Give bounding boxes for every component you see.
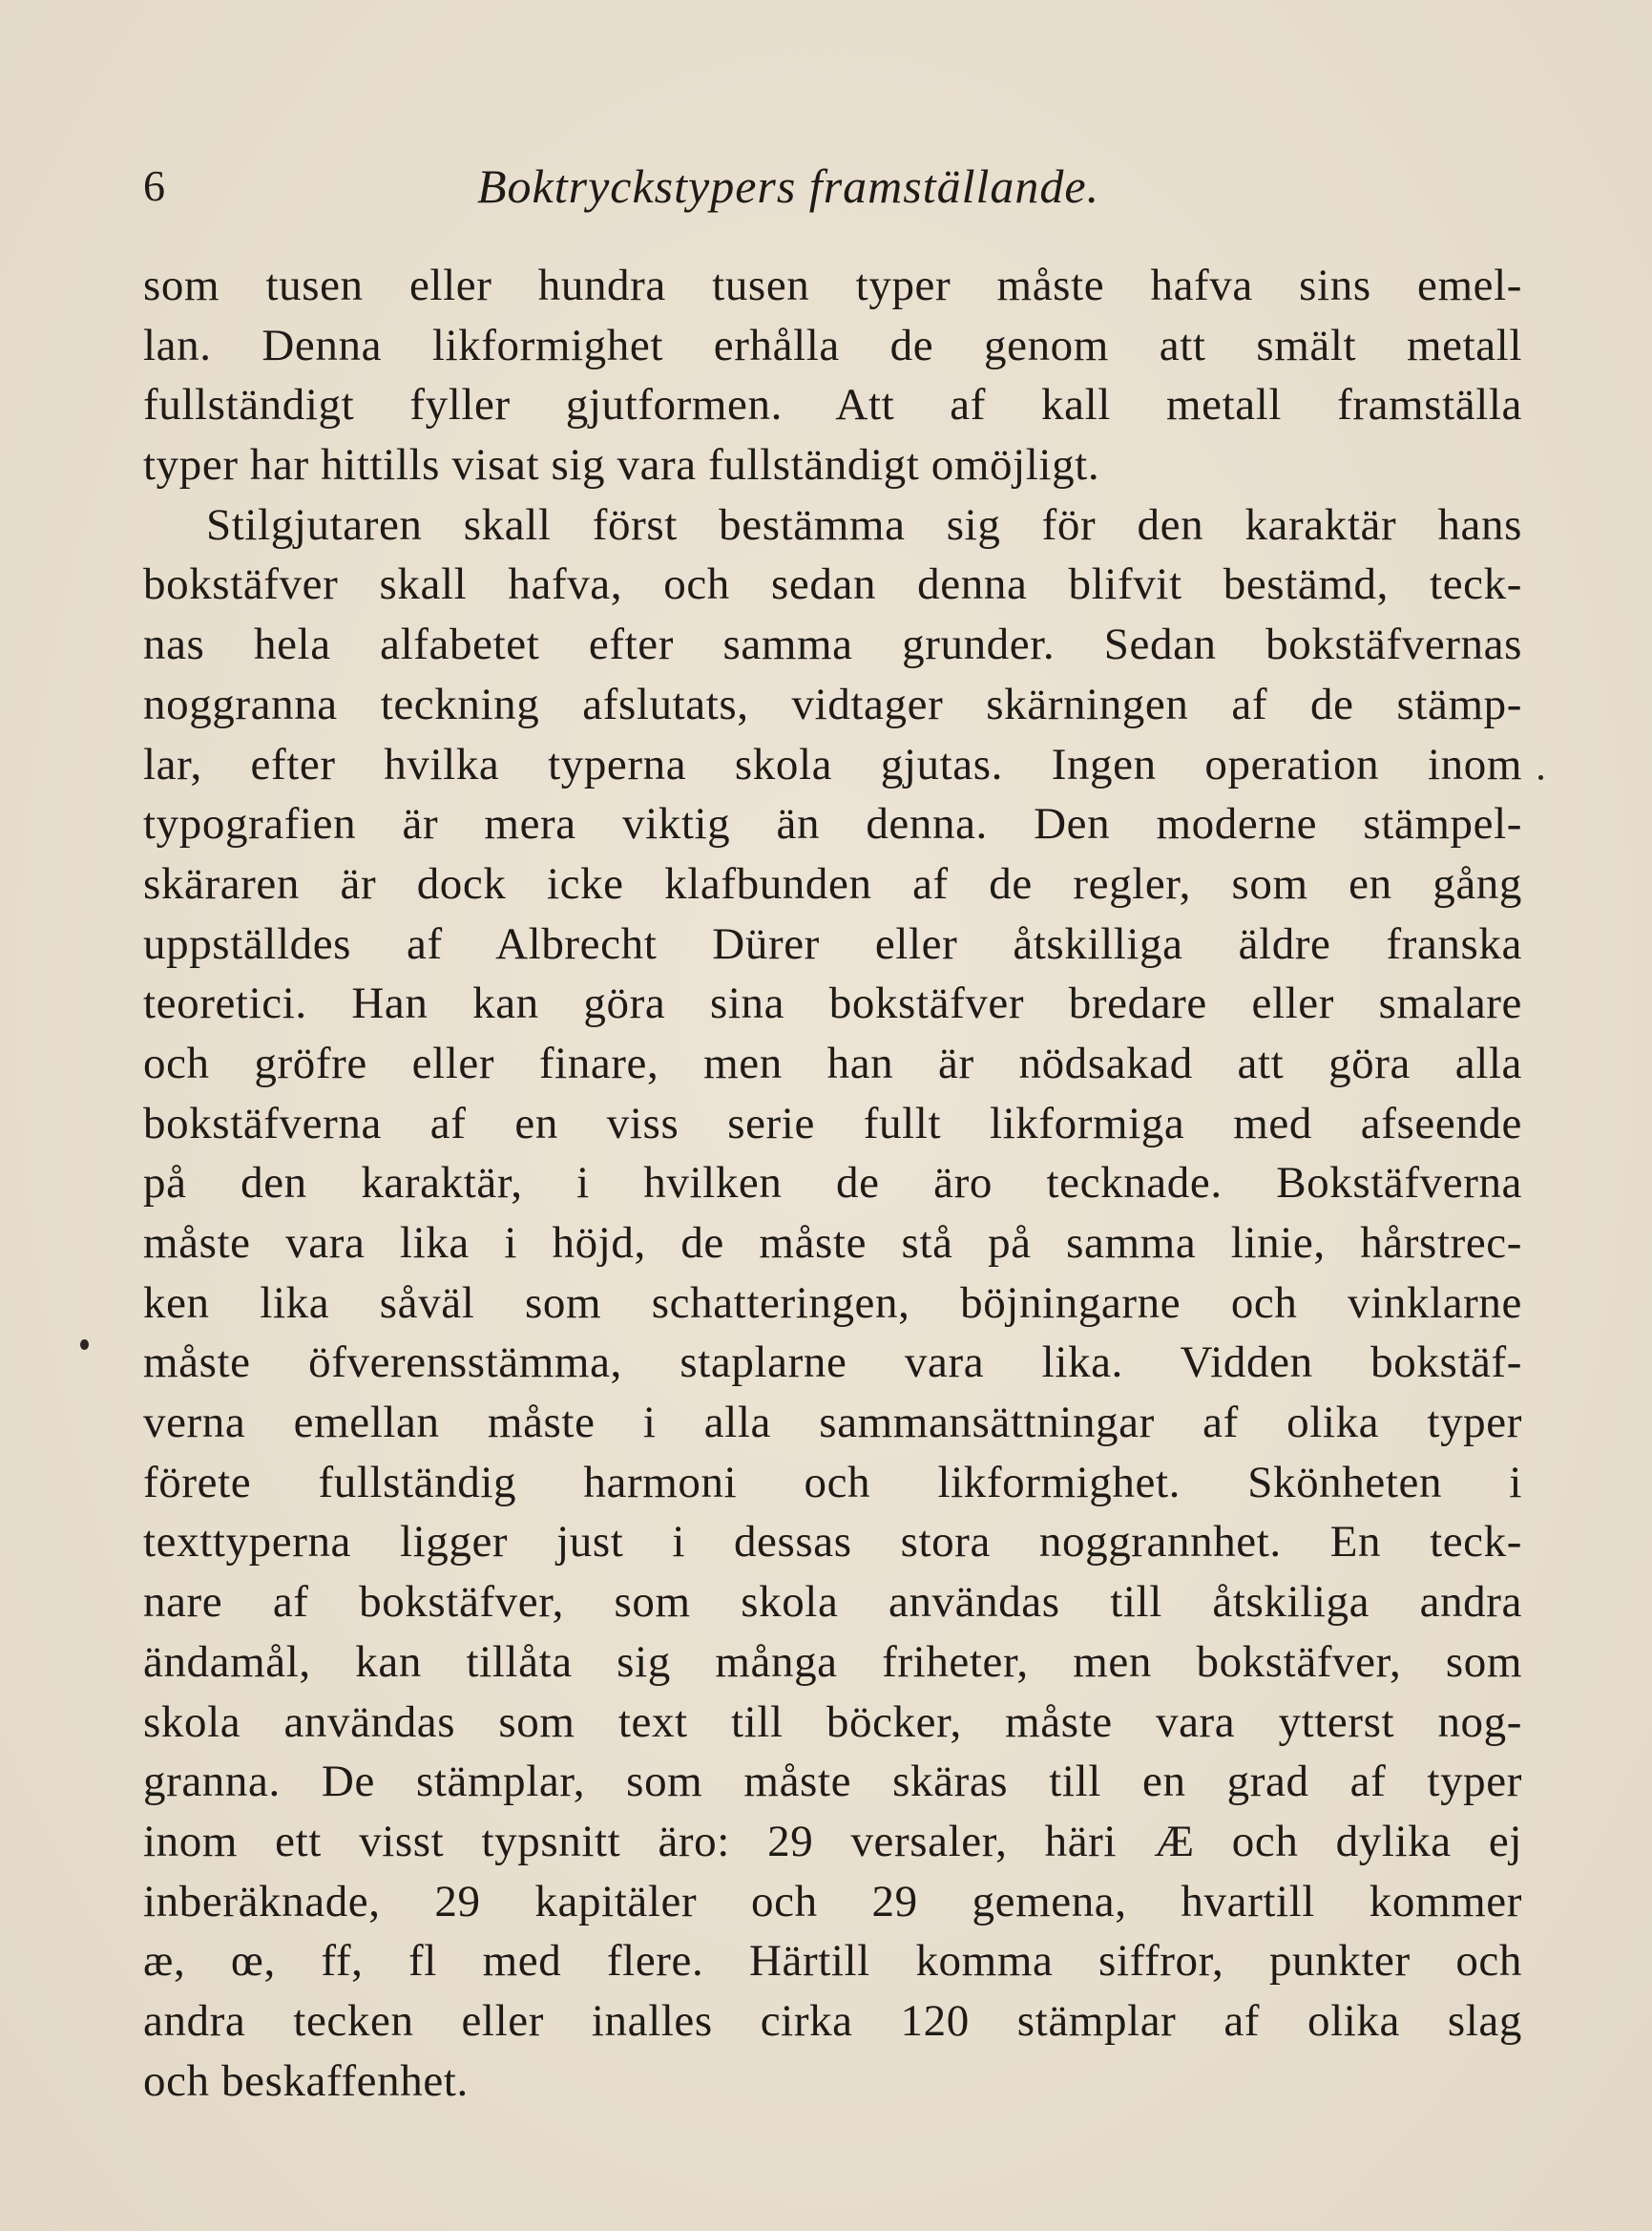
text-line: lan. Denna likformighet erhålla de genom att smält metall [143,320,1522,370]
text-line: och beskaffenhet. [143,2055,469,2106]
text-line: typer har hittills visat sig vara fullständigt omöjligt. [143,440,1100,491]
text-line: Stilgjutaren skall först bestämma sig för den karaktär hans [206,499,1522,550]
text-line: bokstäfverna af en viss serie fullt likformiga med afseende [143,1098,1522,1148]
text-line: ken lika såväl som schatteringen, böjningarne och vinklarne [143,1277,1522,1328]
text-line: nas hela alfabetet efter samma grunder. Sedan bokstäfvernas [143,620,1522,670]
text-line: teoretici. Han kan göra sina bokstäfver bredare eller smalare [143,979,1522,1029]
text-line: ändamål, kan tillåta sig många friheter, men bokstäfver, som [143,1636,1522,1687]
body-text [143,256,1522,2111]
text-line: lar, efter hvilka typerna skola gjutas. Ingen operation inom [143,739,1522,789]
text-line: förete fullständig harmoni och likformighet. Skönheten i [143,1457,1522,1507]
text-line: typografien är mera viktig än denna. Den moderne stämpel- [143,799,1522,850]
text-line: skäraren är dock icke klafbunden af de regler, som en gång [143,858,1522,909]
text-line: uppställdes af Albrecht Dürer eller åtskilliga äldre franska [143,918,1522,969]
ink-speck [1538,775,1543,780]
text-line: inberäknade, 29 kapitäler och 29 gemena, hvartill kommer [143,1876,1522,1926]
page-number: 6 [143,161,165,210]
text-line: inom ett visst typsnitt äro: 29 versaler, häri Æ och dylika ej [143,1816,1522,1866]
text-line: som tusen eller hundra tusen typer måste hafva sins emel- [143,261,1522,310]
text-line: granna. De stämplar, som måste skäras till en grad af typer [143,1757,1522,1807]
page-header [143,153,1527,220]
text-line: andra tecken eller inalles cirka 120 stämplar af olika slag [143,1995,1522,2046]
text-line: texttyperna ligger just i dessas stora noggrannhet. En teck- [143,1517,1522,1568]
text-line: æ, œ, ff, fl med flere. Härtill komma siffror, punkter och [143,1936,1522,1987]
text-line: noggranna teckning afslutats, vidtager skärningen af de stämp- [143,679,1522,729]
text-line: bokstäfver skall hafva, och sedan denna blifvit bestämd, teck- [143,559,1522,610]
text-line: nare af bokstäfver, som skola användas till åtskiliga andra [143,1577,1522,1628]
text-line: verna emellan måste i alla sammansättningar af olika typer [143,1398,1522,1448]
text-line: fullständigt fyller gjutformen. Att af kall metall framställa [143,380,1522,431]
running-title: Boktryckstypers framställande. [477,159,1100,213]
text-line: måste vara lika i höjd, de måste stå på samma linie, hårstrec- [143,1218,1522,1268]
ink-speck [80,1339,89,1350]
text-line: och gröfre eller finare, men han är nödsakad att göra alla [143,1038,1522,1088]
text-line: måste öfverensstämma, staplarne vara lika. Vidden bokstäf- [143,1337,1522,1388]
text-line: på den karaktär, i hvilken de äro tecknade. Bokstäfverna [143,1158,1522,1209]
text-line: skola användas som text till böcker, måste vara ytterst nog- [143,1696,1522,1747]
